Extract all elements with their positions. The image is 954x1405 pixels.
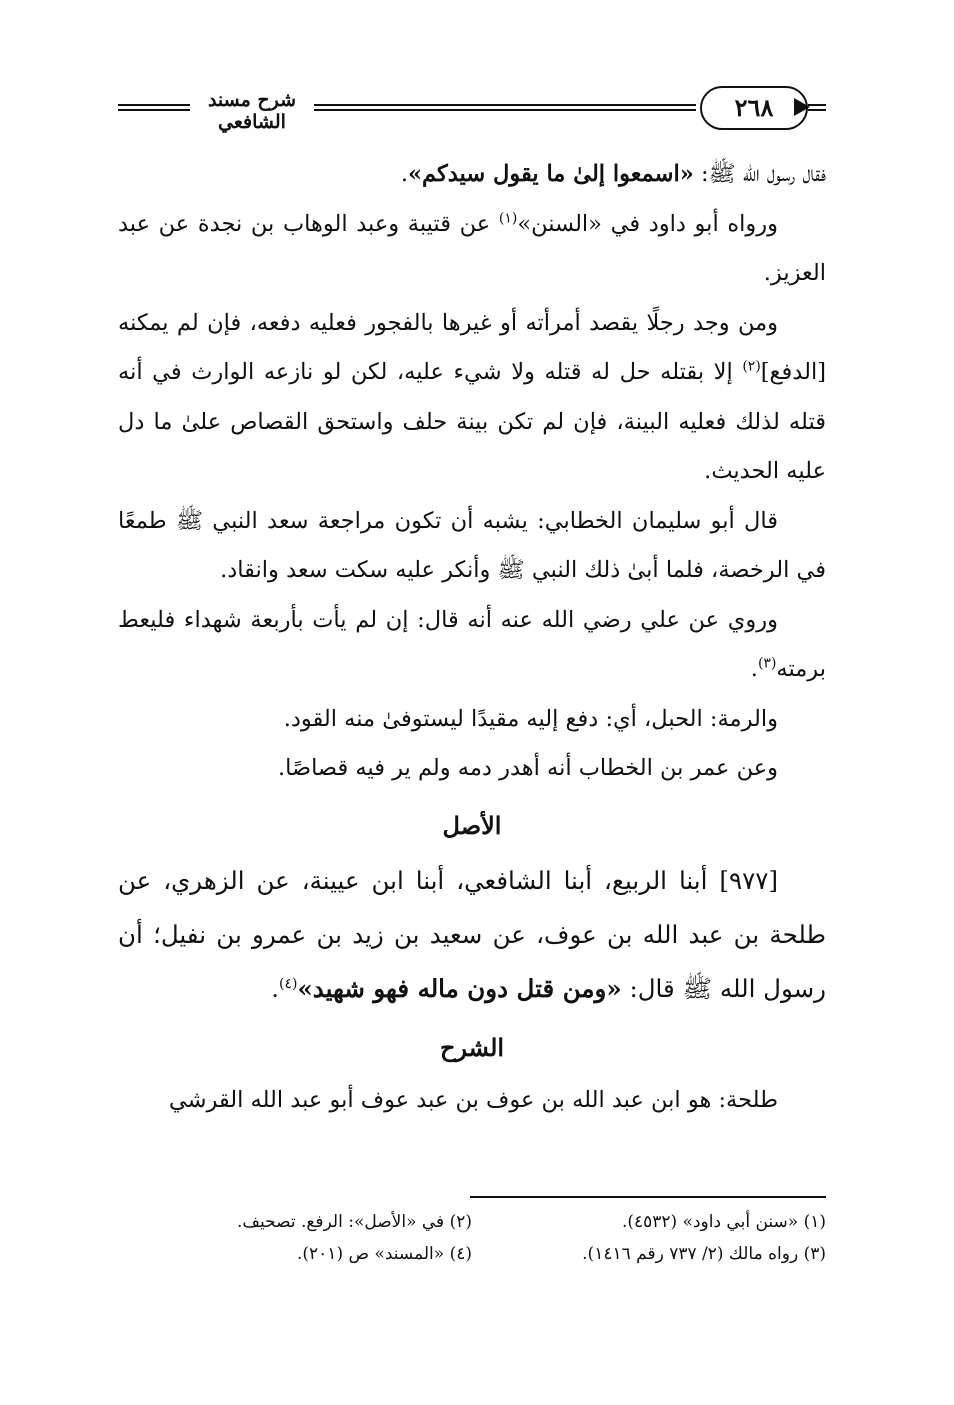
paragraph-8: [٩٧٧] أبنا الربيع، أبنا الشافعي، أبنا ابن عيينة، عن الزهري، عن طلحة بن عبد الله بن عوف، عن سعيد بن زيد بن عمرو بن نفيل؛ أن رسول الله ﷺ قال: «ومن قتل دون ماله فهو شهيد»$^{(٤)}$. (118, 865, 826, 1003)
footnote-1: (١) «سنن أبي داود» (٤٥٣٢). (621, 1212, 826, 1232)
page-header (118, 78, 826, 134)
footnote-ref-2[interactable]: (٢) (742, 358, 761, 375)
footnote-3: (٣) رواه مالك (٢/ ٧٣٧ رقم ١٤١٦). (582, 1244, 826, 1264)
footnote-separator (470, 1196, 826, 1198)
page-number: ٢٦٨ (700, 86, 808, 130)
paragraph-6: والرمة: الحبل، أي: دفع إليه مقيدًا ليستوفىٰ منه القود. (283, 705, 778, 732)
footnote-ref-1[interactable]: (١) (498, 210, 518, 226)
section-heading-asl: الأصل (442, 810, 502, 840)
footnotes (118, 1206, 826, 1270)
footnote-2: (٢) في «الأصل»: الرفع. تصحيف. (236, 1212, 472, 1232)
footnote-ref-4[interactable]: (٤) (279, 975, 298, 992)
paragraph-7: وعن عمر بن الخطاب أنه أهدر دمه ولم ير فيه قصاصًا. (277, 755, 778, 781)
paragraph-4: قال أبو سليمان الخطابي: يشبه أن تكون مراجعة سعد النبي ﷺ طمعًا في الرخصة، فلما أبىٰ ذلك النبي ﷺ وأنكر عليه سكت سعد وانقاد. (118, 507, 826, 583)
page-body (118, 150, 826, 1125)
footnote-4: (٤) «المسند» ص (٢٠١). (296, 1244, 472, 1264)
hadith-quote-2: «ومن قتل دون ماله فهو شهيد» (297, 973, 622, 1003)
paragraph-3: ومن وجد رجلًا يقصد أمرأته أو غيرها بالفجور فعليه دفعه، فإن لم يمكنه [الدفع]$^{(٢)}$ إلا بقتله حل له قتله ولا شيء عليه، لكن لو نازعه الوارث في أنه قتله لذلك فعليه البينة، فإن لم تكن بينة حلف واستحق القصاص علىٰ ما دل عليه الحديث. (118, 309, 826, 484)
header-rule-right (808, 104, 826, 111)
section-heading-sharh: الشرح (439, 1032, 505, 1062)
hadith-quote: «اسمعوا إلىٰ ما يقول سيدكم» (407, 161, 694, 187)
paragraph-1: فقال رسول الله ﷺ: «اسمعوا إلىٰ ما يقول سيدكم». (400, 161, 826, 187)
paragraph-2: ورواه أبو داود في «السنن»$^{(١)}$ عن قتيبة وعبد الوهاب بن نجدة عن عبد العزيز. (118, 210, 826, 286)
footnote-row-2 (118, 1238, 826, 1270)
header-rule-left (118, 104, 190, 111)
running-title: شرح مسند الشافعي (207, 89, 297, 133)
footnote-ref-3[interactable]: (٣) (757, 655, 777, 672)
footnote-row-1 (118, 1206, 826, 1238)
paragraph-9: طلحة: هو ابن عبد الله بن عوف بن عبد عوف أبو عبد الله القرشي (168, 1086, 778, 1113)
header-rule-middle (314, 104, 696, 111)
paragraph-5: وروي عن علي رضي الله عنه أنه قال: إن لم يأت بأربعة شهداء فليعط برمته$^{(٣)}$. (118, 606, 826, 682)
